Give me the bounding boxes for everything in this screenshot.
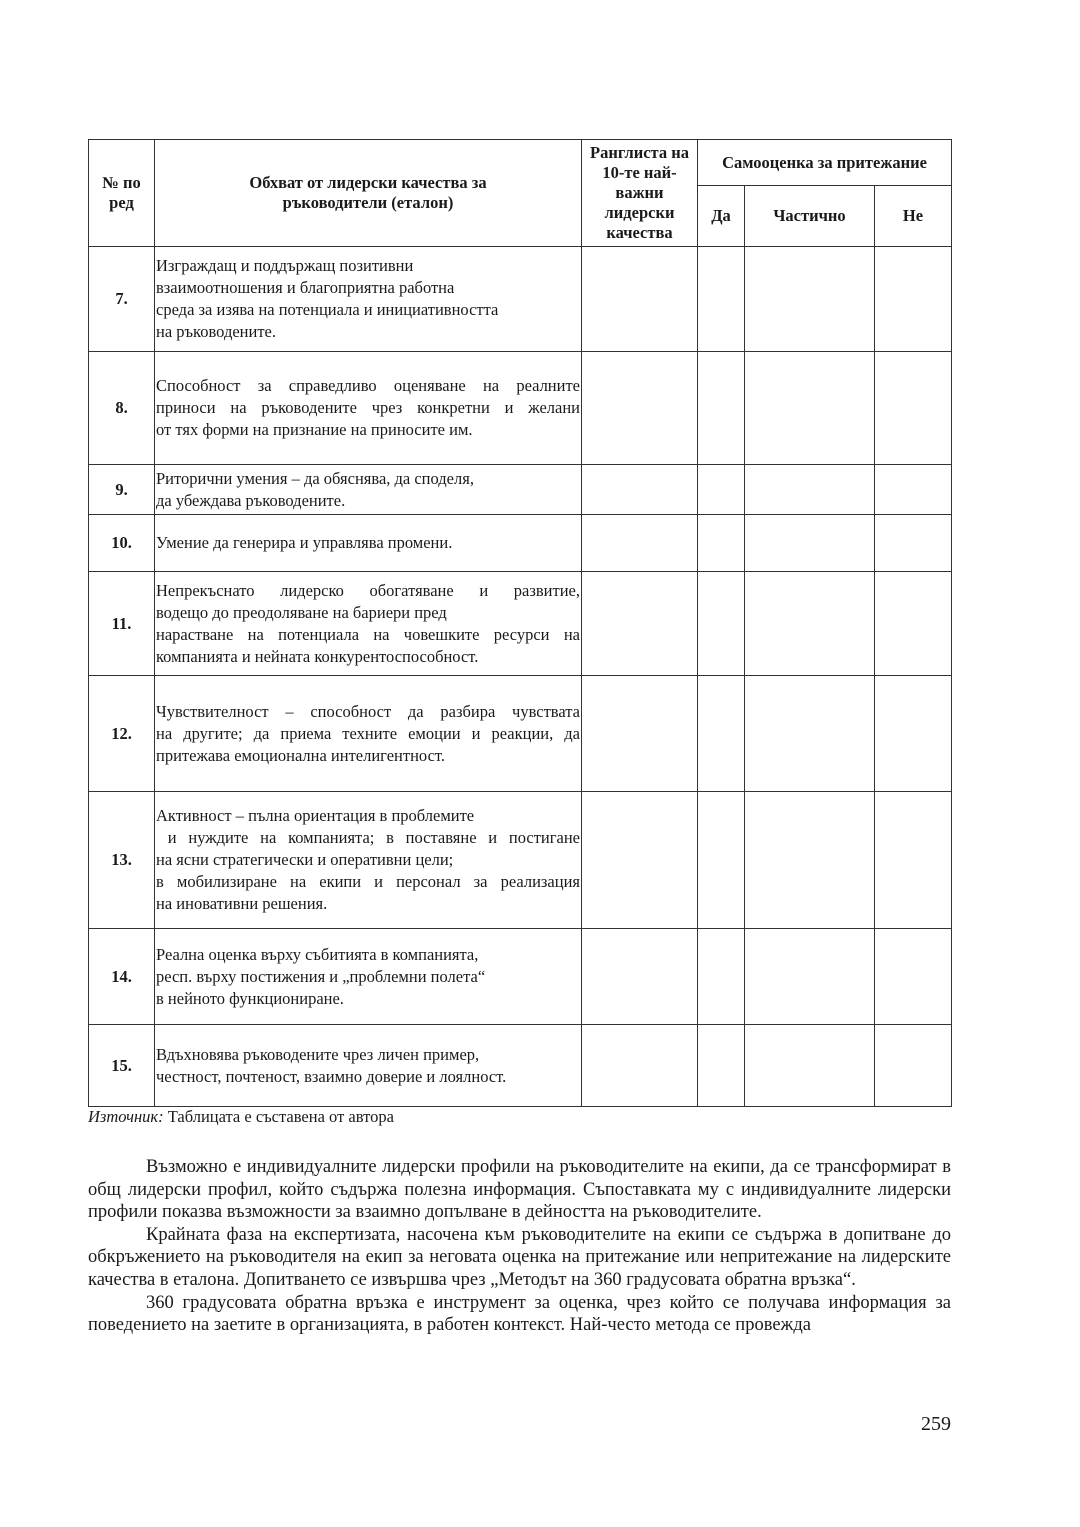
rank-cell[interactable] <box>582 515 698 572</box>
table-row <box>89 515 952 572</box>
row-number: 11. <box>89 572 155 676</box>
yes-cell[interactable] <box>698 465 745 515</box>
row-number: 8. <box>89 352 155 465</box>
no-cell[interactable] <box>875 572 952 676</box>
no-cell[interactable] <box>875 929 952 1025</box>
quality-description <box>155 676 582 792</box>
no-cell[interactable] <box>875 1025 952 1107</box>
rank-cell[interactable] <box>582 352 698 465</box>
rank-cell[interactable] <box>582 247 698 352</box>
no-cell[interactable] <box>875 352 952 465</box>
row-number: 14. <box>89 929 155 1025</box>
quality-description <box>155 465 582 515</box>
partial-cell[interactable] <box>745 792 875 929</box>
source-text: Таблицата е съставена от автора <box>163 1107 394 1126</box>
quality-description <box>155 247 582 352</box>
table-header <box>89 140 952 247</box>
row-number: 13. <box>89 792 155 929</box>
header-yes: Да <box>698 186 745 247</box>
partial-cell[interactable] <box>745 572 875 676</box>
header-self-assessment: Самооценка за притежание <box>698 140 952 186</box>
yes-cell[interactable] <box>698 792 745 929</box>
rank-cell[interactable] <box>582 572 698 676</box>
quality-description <box>155 352 582 465</box>
description-line: респ. върху постижения и „проблемни полета“ <box>156 966 486 986</box>
paragraph: Възможно е индивидуалните лидерски профили на ръководителите на екипи, да се трансформират в общ лидерски профил, който съдържа полезна информация. Съпоставката му с индивидуалните лидерски профили показва възможности за взаимно допълване в дейността на ръководителите. <box>88 1157 951 1223</box>
yes-cell[interactable] <box>698 929 745 1025</box>
description-line: и нуждите на компанията; в поставяне и постигане <box>156 828 580 847</box>
leadership-qualities-table <box>88 139 952 1107</box>
body-text <box>88 1156 951 1337</box>
partial-cell[interactable] <box>745 515 875 572</box>
header-rank: Ранглиста на 10-те най-важни лидерски качества <box>582 140 698 247</box>
description-line: нарастване на потенциала на човешките ресурси на <box>156 624 580 644</box>
page-number: 259 <box>921 1413 951 1435</box>
description-line: на ясни стратегически и оперативни цели; <box>156 850 454 869</box>
table-row <box>89 929 952 1025</box>
description-line: Вдъхновява ръководените чрез личен пример, <box>156 1044 480 1064</box>
source-label: Източник: <box>88 1107 164 1126</box>
description-line: Чувствителност – способност да разбира чувствата <box>156 701 580 721</box>
description-line: Риторични умения – да обяснява, да споделя, <box>156 468 474 488</box>
table-row <box>89 792 952 929</box>
header-partial: Частично <box>745 186 875 247</box>
yes-cell[interactable] <box>698 1025 745 1107</box>
description-line: Реална оценка върху събитията в компанията, <box>156 944 479 964</box>
paragraph: 360 градусовата обратна връзка е инструмент за оценка, чрез който се получава информация за поведението на заетите в организацията, в работен контекст. Най-често метода се провежда <box>88 1292 951 1336</box>
table-body <box>89 247 952 1107</box>
quality-description <box>155 792 582 929</box>
description-line: да убеждава ръководените. <box>156 490 346 510</box>
no-cell[interactable] <box>875 247 952 352</box>
header-quality: Обхват от лидерски качества за ръководители (еталон) <box>155 140 582 247</box>
description-line: водещо до преодоляване на бариери пред <box>156 602 447 622</box>
paragraph: Крайната фаза на експертизата, насочена към ръководителите на екипи се съдържа в допитване до обкръжението на ръководителя на екип за неговата оценка на притежание или непритежание на лидерските качества в еталона. Допитването се извършва чрез „Методът на 360 градусовата обратна връзка“. <box>88 1224 951 1290</box>
description-line: честност, почтеност, взаимно доверие и лоялност. <box>156 1066 507 1086</box>
description-line: притежава емоционална интелигентност. <box>156 745 446 765</box>
partial-cell[interactable] <box>745 465 875 515</box>
no-cell[interactable] <box>875 676 952 792</box>
rank-cell[interactable] <box>582 1025 698 1107</box>
rank-cell[interactable] <box>582 465 698 515</box>
yes-cell[interactable] <box>698 676 745 792</box>
table-row <box>89 1025 952 1107</box>
row-number: 12. <box>89 676 155 792</box>
table-row <box>89 247 952 352</box>
description-line: компанията и нейната конкурентоспособност. <box>156 646 479 666</box>
partial-cell[interactable] <box>745 247 875 352</box>
yes-cell[interactable] <box>698 247 745 352</box>
description-line: Способност за справедливо оценяване на реалните <box>156 376 580 395</box>
description-line: Умение да генерира и управлява промени. <box>156 533 453 552</box>
partial-cell[interactable] <box>745 929 875 1025</box>
partial-cell[interactable] <box>745 1025 875 1107</box>
no-cell[interactable] <box>875 792 952 929</box>
description-line: Активност – пълна ориентация в проблемите <box>156 806 475 825</box>
table-row <box>89 352 952 465</box>
header-num: № по ред <box>89 140 155 247</box>
rank-cell[interactable] <box>582 792 698 929</box>
row-number: 15. <box>89 1025 155 1107</box>
rank-cell[interactable] <box>582 676 698 792</box>
table-row <box>89 572 952 676</box>
yes-cell[interactable] <box>698 515 745 572</box>
table-row <box>89 465 952 515</box>
table-row <box>89 676 952 792</box>
description-line: взаимоотношения и благоприятна работна <box>156 278 455 297</box>
description-line: Непрекъснато лидерско обогатяване и развитие, <box>156 580 580 600</box>
table-source-note <box>88 1107 394 1127</box>
partial-cell[interactable] <box>745 352 875 465</box>
quality-description <box>155 515 582 572</box>
partial-cell[interactable] <box>745 676 875 792</box>
description-line: приноси на ръководените чрез конкретни и желани <box>156 398 580 417</box>
description-line: на иновативни решения. <box>156 894 328 913</box>
description-line: Изграждащ и поддържащ позитивни <box>156 256 414 275</box>
yes-cell[interactable] <box>698 572 745 676</box>
no-cell[interactable] <box>875 515 952 572</box>
description-line: среда за изява на потенциала и инициативността <box>156 300 499 319</box>
no-cell[interactable] <box>875 465 952 515</box>
quality-description <box>155 1025 582 1107</box>
row-number: 7. <box>89 247 155 352</box>
quality-description <box>155 572 582 676</box>
description-line: на другите; да приема техните емоции и реакции, да <box>156 723 580 743</box>
yes-cell[interactable] <box>698 352 745 465</box>
header-no: Не <box>875 186 952 247</box>
row-number: 9. <box>89 465 155 515</box>
description-line: в мобилизиране на екипи и персонал за реализация <box>156 872 580 891</box>
description-line: в нейното функциониране. <box>156 988 344 1008</box>
quality-description <box>155 929 582 1025</box>
rank-cell[interactable] <box>582 929 698 1025</box>
row-number: 10. <box>89 515 155 572</box>
description-line: от тях форми на признание на приносите им. <box>156 420 473 439</box>
description-line: на ръководените. <box>156 322 276 341</box>
